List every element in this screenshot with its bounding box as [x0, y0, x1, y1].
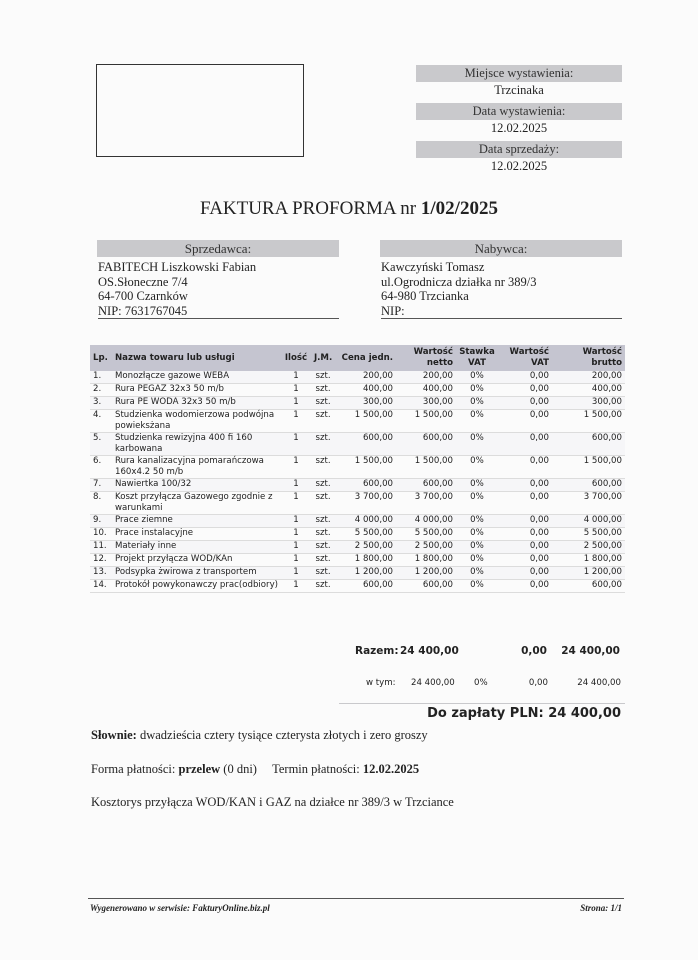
vat-incl-label: w tym:: [366, 678, 396, 688]
amount-due: Do zapłaty PLN: 24 400,00: [427, 706, 621, 721]
cell-price: 1 200,00: [336, 567, 396, 580]
issue-meta: [416, 65, 622, 179]
col-lp: Lp.: [90, 345, 112, 371]
payment-method: przelew: [178, 762, 221, 776]
seller-block: [98, 260, 339, 319]
buyer-block: [381, 260, 622, 319]
col-unit: J.M.: [310, 345, 336, 371]
cell-name: Nawiertka 100/32: [112, 479, 282, 492]
items-table: [90, 345, 625, 593]
cell-vat: 0,00: [498, 384, 552, 397]
stamp-box: [96, 64, 304, 157]
cell-unit: szt.: [310, 433, 336, 456]
cell-net: 3 700,00: [396, 492, 456, 515]
table-row: [90, 371, 625, 384]
cell-net: 600,00: [396, 433, 456, 456]
cell-name: Koszt przyłącza Gazowego zgodnie z warunkami: [112, 492, 282, 515]
cell-name: Monozłącze gazowe WEBA: [112, 371, 282, 384]
cell-unit: szt.: [310, 410, 336, 433]
cell-net: 600,00: [396, 479, 456, 492]
invoice-title: [0, 198, 698, 220]
cell-gross: 1 500,00: [552, 410, 625, 433]
vat-incl-net: 24 400,00: [411, 678, 455, 688]
cell-name: Rura kanalizacyjna pomarańczowa 160x4.2 50 m/b: [112, 456, 282, 479]
cell-unit: szt.: [310, 554, 336, 567]
totals-gross: 24 400,00: [561, 645, 620, 657]
buyer-street: ul.Ogrodnicza działka nr 389/3: [381, 274, 537, 289]
due-date: 12.02.2025: [362, 762, 420, 776]
vat-incl-gross: 24 400,00: [577, 678, 621, 688]
cell-gross: 1 500,00: [552, 456, 625, 479]
cell-qty: 1: [282, 567, 310, 580]
cell-gross: 2 500,00: [552, 541, 625, 554]
cell-price: 5 500,00: [336, 528, 396, 541]
buyer-city: 64-980 Trzcianka: [381, 289, 469, 303]
cell-price: 600,00: [336, 479, 396, 492]
cell-unit: szt.: [310, 515, 336, 528]
due-date-label: Termin płatności:: [272, 762, 363, 776]
invoice-number: 1/02/2025: [420, 198, 498, 219]
cell-rate: 0%: [456, 515, 498, 528]
payment-terms: [91, 762, 419, 777]
cell-unit: szt.: [310, 528, 336, 541]
cell-name: Prace instalacyjne: [112, 528, 282, 541]
footer-page: Strona: 1/1: [580, 903, 622, 913]
cell-qty: 1: [282, 515, 310, 528]
col-qty: Ilość: [282, 345, 310, 371]
cell-price: 1 800,00: [336, 554, 396, 567]
invoice-note: Kosztorys przyłącza WOD/KAN i GAZ na działce nr 389/3 w Trzciance: [91, 795, 454, 809]
cell-vat: 0,00: [498, 456, 552, 479]
cell-net: 2 500,00: [396, 541, 456, 554]
cell-gross: 600,00: [552, 580, 625, 593]
table-row: [90, 554, 625, 567]
cell-qty: 1: [282, 580, 310, 593]
buyer-header: Nabywca:: [380, 240, 622, 257]
cell-price: 1 500,00: [336, 456, 396, 479]
cell-rate: 0%: [456, 456, 498, 479]
cell-net: 200,00: [396, 371, 456, 384]
cell-rate: 0%: [456, 567, 498, 580]
cell-vat: 0,00: [498, 397, 552, 410]
cell-vat: 0,00: [498, 479, 552, 492]
cell-qty: 1: [282, 410, 310, 433]
vat-incl-rate: 0%: [474, 678, 488, 688]
footer-divider: [88, 898, 624, 899]
table-row: [90, 410, 625, 433]
cell-gross: 5 500,00: [552, 528, 625, 541]
cell-unit: szt.: [310, 541, 336, 554]
cell-net: 600,00: [396, 580, 456, 593]
cell-gross: 300,00: [552, 397, 625, 410]
cell-lp: 8.: [90, 492, 112, 515]
cell-net: 5 500,00: [396, 528, 456, 541]
table-row: [90, 397, 625, 410]
cell-unit: szt.: [310, 397, 336, 410]
cell-net: 1 800,00: [396, 554, 456, 567]
cell-vat: 0,00: [498, 371, 552, 384]
cell-rate: 0%: [456, 397, 498, 410]
cell-price: 4 000,00: [336, 515, 396, 528]
cell-name: Rura PE WODA 32x3 50 m/b: [112, 397, 282, 410]
issue-date-label: Data wystawienia:: [416, 103, 622, 120]
cell-qty: 1: [282, 541, 310, 554]
cell-name: Prace ziemne: [112, 515, 282, 528]
table-row: [90, 567, 625, 580]
table-row: [90, 479, 625, 492]
sale-date-label: Data sprzedaży:: [416, 141, 622, 158]
cell-price: 400,00: [336, 384, 396, 397]
cell-price: 1 500,00: [336, 410, 396, 433]
cell-qty: 1: [282, 456, 310, 479]
cell-net: 300,00: [396, 397, 456, 410]
cell-lp: 12.: [90, 554, 112, 567]
vat-incl-vat: 0,00: [528, 678, 548, 688]
cell-rate: 0%: [456, 384, 498, 397]
cell-vat: 0,00: [498, 528, 552, 541]
seller-nip: NIP: 7631767045: [98, 304, 339, 320]
table-row: [90, 528, 625, 541]
col-name: Nazwa towaru lub usługi: [112, 345, 282, 371]
words-text: dwadzieścia cztery tysiące czterysta złotych i zero groszy: [136, 728, 428, 742]
payment-method-label: Forma płatności:: [91, 762, 179, 776]
cell-lp: 7.: [90, 479, 112, 492]
cell-vat: 0,00: [498, 492, 552, 515]
seller-header: Sprzedawca:: [97, 240, 339, 257]
cell-gross: 4 000,00: [552, 515, 625, 528]
cell-lp: 13.: [90, 567, 112, 580]
col-rate: Stawka VAT: [456, 345, 498, 371]
cell-price: 200,00: [336, 371, 396, 384]
cell-name: Protokół powykonawczy prac(odbiory): [112, 580, 282, 593]
cell-vat: 0,00: [498, 580, 552, 593]
cell-vat: 0,00: [498, 554, 552, 567]
cell-rate: 0%: [456, 541, 498, 554]
cell-price: 3 700,00: [336, 492, 396, 515]
cell-price: 600,00: [336, 433, 396, 456]
cell-name: Podsypka żwirowa z transportem: [112, 567, 282, 580]
cell-lp: 2.: [90, 384, 112, 397]
cell-vat: 0,00: [498, 515, 552, 528]
cell-lp: 6.: [90, 456, 112, 479]
cell-gross: 200,00: [552, 371, 625, 384]
cell-rate: 0%: [456, 528, 498, 541]
cell-gross: 3 700,00: [552, 492, 625, 515]
cell-qty: 1: [282, 384, 310, 397]
seller-street: OS.Słoneczne 7/4: [98, 274, 188, 289]
cell-name: Rura PEGAZ 32x3 50 m/b: [112, 384, 282, 397]
cell-vat: 0,00: [498, 410, 552, 433]
table-header-row: [90, 345, 625, 371]
cell-unit: szt.: [310, 384, 336, 397]
cell-gross: 600,00: [552, 479, 625, 492]
cell-qty: 1: [282, 397, 310, 410]
payment-days: (0 dni): [220, 762, 257, 776]
totals-net: 24 400,00: [400, 645, 459, 657]
totals-separator: [339, 703, 625, 704]
issue-date-value: 12.02.2025: [490, 121, 548, 135]
buyer-nip: NIP:: [381, 304, 622, 320]
cell-net: 1 500,00: [396, 456, 456, 479]
table-row: [90, 492, 625, 515]
cell-lp: 10.: [90, 528, 112, 541]
cell-name: Studzienka rewizyjna 400 fi 160 karbowana: [112, 433, 282, 456]
cell-lp: 5.: [90, 433, 112, 456]
cell-vat: 0,00: [498, 567, 552, 580]
amount-in-words: [91, 728, 428, 743]
col-vat: Wartość VAT: [498, 345, 552, 371]
cell-gross: 600,00: [552, 433, 625, 456]
cell-rate: 0%: [456, 371, 498, 384]
cell-price: 2 500,00: [336, 541, 396, 554]
cell-vat: 0,00: [498, 541, 552, 554]
cell-lp: 11.: [90, 541, 112, 554]
cell-qty: 1: [282, 479, 310, 492]
cell-name: Studzienka wodomierzowa podwójna powieksżana: [112, 410, 282, 433]
place-value: Trzcinaka: [494, 83, 544, 97]
cell-gross: 1 200,00: [552, 567, 625, 580]
cell-name: Materiały inne: [112, 541, 282, 554]
table-row: [90, 515, 625, 528]
cell-lp: 1.: [90, 371, 112, 384]
totals-label: Razem:: [355, 645, 399, 657]
invoice-title-prefix: FAKTURA PROFORMA nr: [200, 198, 421, 219]
cell-unit: szt.: [310, 567, 336, 580]
cell-net: 400,00: [396, 384, 456, 397]
cell-net: 4 000,00: [396, 515, 456, 528]
cell-rate: 0%: [456, 410, 498, 433]
cell-qty: 1: [282, 433, 310, 456]
cell-unit: szt.: [310, 371, 336, 384]
table-row: [90, 384, 625, 397]
cell-gross: 400,00: [552, 384, 625, 397]
table-row: [90, 433, 625, 456]
col-gross: Wartość brutto: [552, 345, 625, 371]
place-label: Miejsce wystawienia:: [416, 65, 622, 82]
sale-date-value: 12.02.2025: [490, 159, 548, 173]
totals-vat: 0,00: [521, 645, 547, 657]
cell-unit: szt.: [310, 479, 336, 492]
cell-rate: 0%: [456, 433, 498, 456]
col-price: Cena jedn.: [336, 345, 396, 371]
seller-name: FABITECH Liszkowski Fabian: [98, 260, 257, 274]
cell-unit: szt.: [310, 580, 336, 593]
seller-city: 64-700 Czarnków: [98, 289, 188, 303]
cell-lp: 4.: [90, 410, 112, 433]
cell-net: 1 500,00: [396, 410, 456, 433]
col-net: Wartość netto: [396, 345, 456, 371]
cell-net: 1 200,00: [396, 567, 456, 580]
cell-lp: 9.: [90, 515, 112, 528]
cell-rate: 0%: [456, 554, 498, 567]
cell-unit: szt.: [310, 456, 336, 479]
cell-qty: 1: [282, 492, 310, 515]
cell-lp: 14.: [90, 580, 112, 593]
cell-lp: 3.: [90, 397, 112, 410]
cell-price: 600,00: [336, 580, 396, 593]
footer-generator: Wygenerowano w serwisie: FakturyOnline.biz.pl: [90, 903, 270, 913]
cell-rate: 0%: [456, 580, 498, 593]
table-row: [90, 580, 625, 593]
cell-qty: 1: [282, 371, 310, 384]
cell-price: 300,00: [336, 397, 396, 410]
table-row: [90, 456, 625, 479]
table-row: [90, 541, 625, 554]
cell-unit: szt.: [310, 492, 336, 515]
words-label: Słownie:: [91, 728, 137, 742]
cell-qty: 1: [282, 528, 310, 541]
cell-qty: 1: [282, 554, 310, 567]
cell-rate: 0%: [456, 479, 498, 492]
cell-name: Projekt przyłącza WOD/KAn: [112, 554, 282, 567]
cell-gross: 1 800,00: [552, 554, 625, 567]
cell-rate: 0%: [456, 492, 498, 515]
cell-vat: 0,00: [498, 433, 552, 456]
buyer-name: Kawczyński Tomasz: [381, 260, 485, 274]
